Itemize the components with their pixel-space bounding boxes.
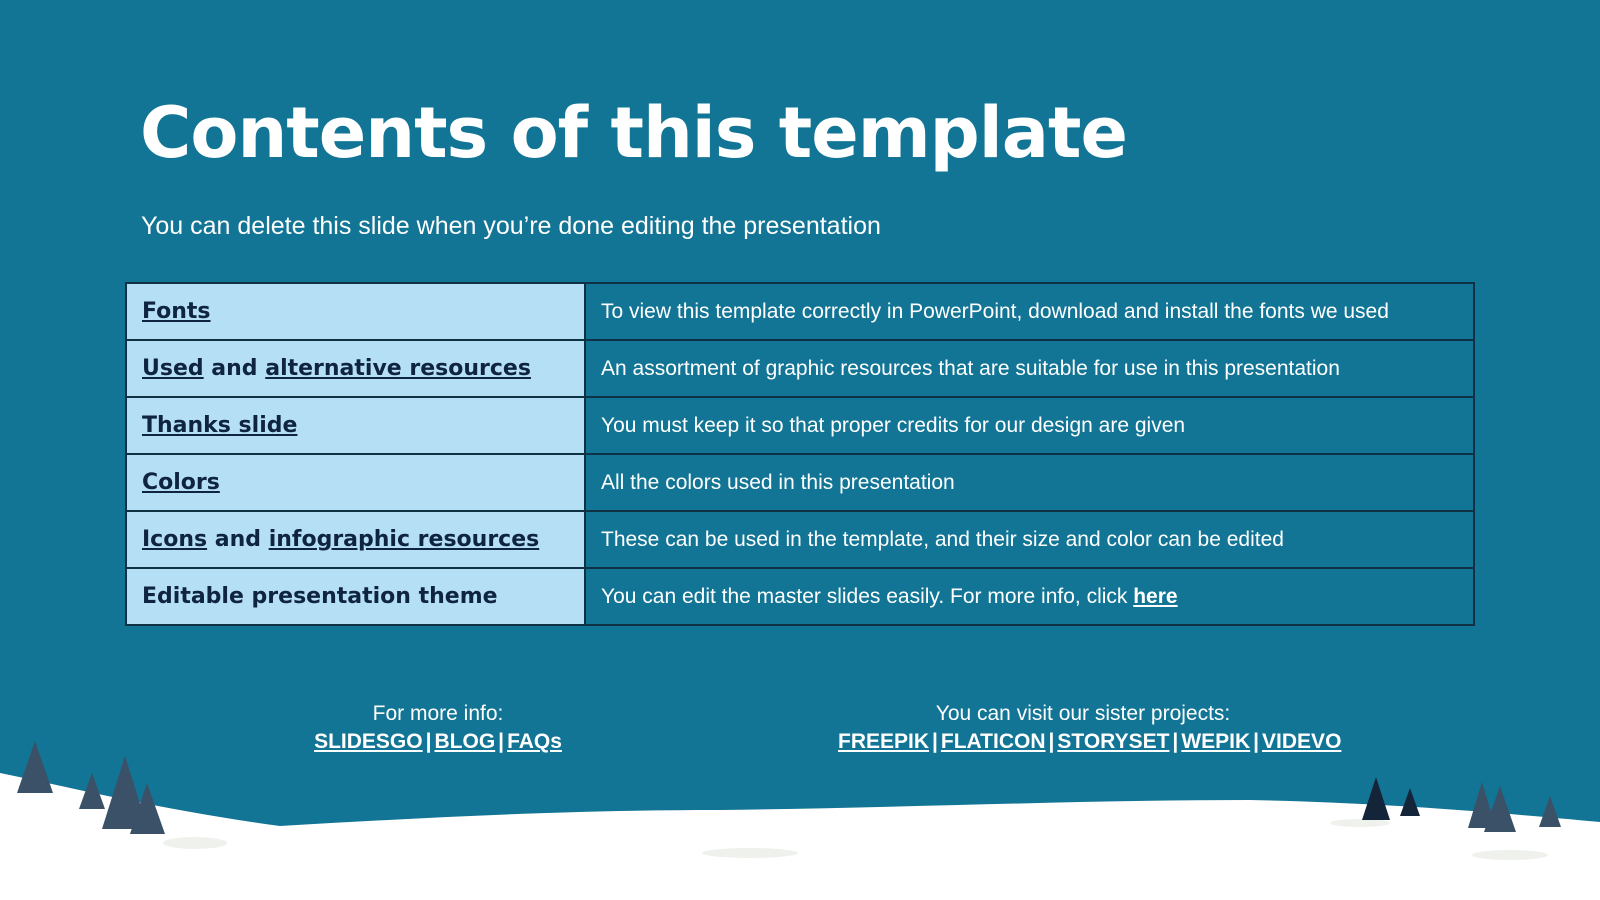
footer-sister-projects-intro: You can visit our sister projects:: [935, 702, 1231, 725]
row-description: You can edit the master slides easily. For more info, click: [601, 584, 1134, 608]
table-row: [126, 283, 1474, 340]
resource-link[interactable]: infographic resources: [268, 527, 540, 552]
row-label-cell: [126, 568, 585, 625]
footer-link-faqs[interactable]: FAQs: [507, 730, 562, 753]
resource-link[interactable]: Used: [142, 356, 204, 381]
label-text: and: [207, 527, 269, 552]
link-separator: |: [425, 730, 432, 753]
link-separator: |: [1048, 730, 1055, 753]
row-description-cell: [585, 283, 1474, 340]
row-label-cell: [126, 397, 585, 454]
row-label-cell: [126, 454, 585, 511]
footer-link-slidesgo[interactable]: SLIDESGO: [314, 730, 423, 753]
contents-table: [125, 282, 1475, 626]
page-title: Contents of this template: [140, 92, 1127, 174]
table-row: [126, 454, 1474, 511]
table-row: [126, 511, 1474, 568]
row-description-cell: [585, 340, 1474, 397]
resource-link[interactable]: Colors: [142, 470, 220, 495]
footer-link-storyset[interactable]: STORYSET: [1057, 730, 1170, 753]
resource-link[interactable]: Fonts: [142, 299, 211, 324]
row-description-cell: [585, 454, 1474, 511]
link-separator: |: [1172, 730, 1179, 753]
table-row: [126, 568, 1474, 625]
resource-link[interactable]: Thanks slide: [142, 413, 298, 438]
row-description-cell: [585, 397, 1474, 454]
footer-more-info-intro: For more info:: [372, 702, 504, 725]
row-label-cell: [126, 340, 585, 397]
link-separator: |: [1253, 730, 1260, 753]
row-description: These can be used in the template, and their size and color can be edited: [601, 527, 1284, 551]
footer-link-freepik[interactable]: FREEPIK: [838, 730, 930, 753]
footer-link-blog[interactable]: BLOG: [434, 730, 496, 753]
table-row: [126, 397, 1474, 454]
resource-link[interactable]: alternative resources: [265, 356, 531, 381]
resource-link[interactable]: Icons: [142, 527, 208, 552]
snow-ground: [0, 773, 1600, 900]
row-description: To view this template correctly in PowerPoint, download and install the fonts we used: [601, 299, 1389, 323]
here-link[interactable]: here: [1133, 584, 1178, 608]
row-label-cell: [126, 511, 585, 568]
row-description-cell: [585, 511, 1474, 568]
label-text: Editable presentation theme: [142, 584, 498, 609]
snowy-landscape-illustration: [0, 740, 1600, 900]
row-label-cell: [126, 283, 585, 340]
row-description: You must keep it so that proper credits for our design are given: [601, 413, 1186, 437]
footer-link-videvo[interactable]: VIDEVO: [1262, 730, 1342, 753]
contents-table-body: [126, 283, 1474, 625]
link-separator: |: [932, 730, 938, 753]
table-row: [126, 340, 1474, 397]
row-description-cell: [585, 568, 1474, 625]
footer-link-wepik[interactable]: WEPIK: [1181, 730, 1251, 753]
row-description: All the colors used in this presentation: [601, 470, 955, 494]
label-text: and: [203, 356, 266, 381]
subtitle: You can delete this slide when you’re done editing the presentation: [141, 212, 881, 240]
link-separator: |: [498, 730, 505, 753]
footer-link-flaticon[interactable]: FLATICON: [940, 730, 1046, 753]
row-description: An assortment of graphic resources that are suitable for use in this presentation: [601, 356, 1340, 380]
